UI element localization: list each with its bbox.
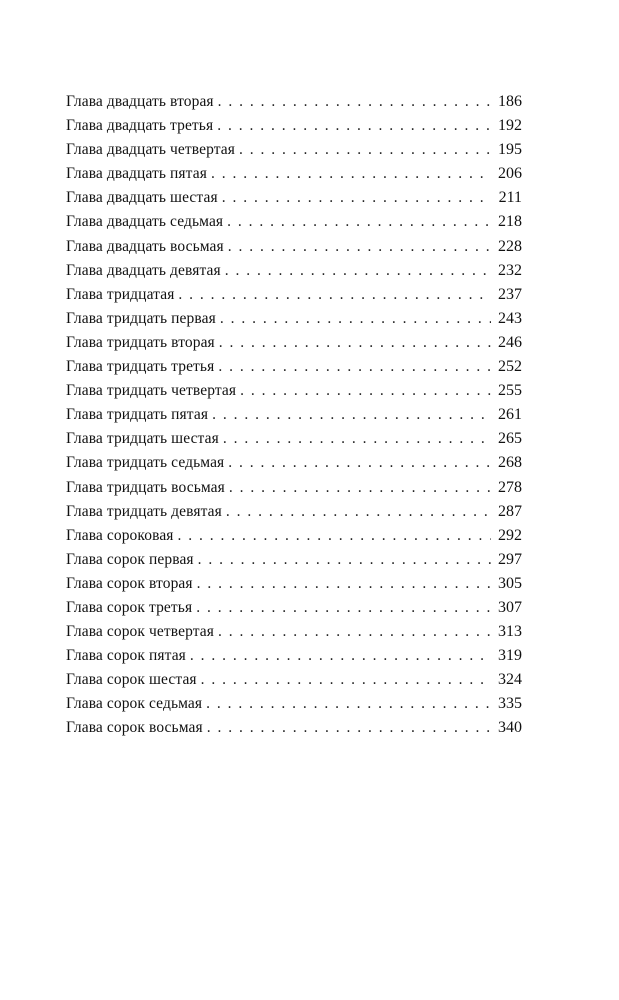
chapter-title: Глава сорок седьмая <box>66 695 203 713</box>
chapter-title: Глава сорок четвертая <box>66 623 214 641</box>
page-number: 305 <box>498 574 522 592</box>
dot-leader <box>197 572 491 596</box>
page-number: 186 <box>498 93 522 110</box>
toc-entry[interactable] <box>66 596 522 620</box>
page-number: 261 <box>498 406 522 424</box>
toc-entry[interactable] <box>66 427 522 451</box>
page-number: 307 <box>498 598 522 616</box>
toc-entry[interactable] <box>66 114 522 138</box>
dot-leader <box>218 620 491 644</box>
page-number: 287 <box>498 502 522 520</box>
chapter-title: Глава тридцать пятая <box>66 406 209 424</box>
page-number: 313 <box>498 623 522 641</box>
toc-entry[interactable] <box>66 548 522 572</box>
page-number: 324 <box>498 671 522 689</box>
dot-leader <box>211 162 491 186</box>
dot-leader <box>201 668 491 692</box>
dot-leader <box>196 596 491 620</box>
chapter-title: Глава тридцать третья <box>66 358 215 376</box>
toc-entry[interactable] <box>66 524 522 548</box>
toc-entry[interactable] <box>66 331 522 355</box>
dot-leader <box>225 259 491 283</box>
chapter-title: Глава тридцать седьмая <box>66 454 225 472</box>
dot-leader <box>228 235 491 259</box>
toc-entry[interactable] <box>66 186 522 210</box>
chapter-title: Глава тридцать шестая <box>66 430 219 448</box>
toc-entry[interactable] <box>66 692 522 716</box>
page-number: 228 <box>498 237 522 255</box>
page-number: 211 <box>498 189 522 207</box>
dot-leader <box>226 500 491 524</box>
dot-leader <box>207 716 491 740</box>
chapter-title: Глава двадцать четвертая <box>66 141 236 159</box>
toc-entry[interactable] <box>66 716 522 740</box>
chapter-title: Глава тридцать восьмая <box>66 478 225 496</box>
page-number: 335 <box>498 695 522 713</box>
dot-leader <box>219 331 491 355</box>
toc-entry[interactable] <box>66 500 522 524</box>
chapter-title: Глава сороковая <box>66 526 174 544</box>
chapter-title: Глава сорок вторая <box>66 574 193 592</box>
chapter-title: Глава сорок восьмая <box>66 719 203 737</box>
page-number: 265 <box>498 430 522 448</box>
toc-entry[interactable] <box>66 162 522 186</box>
dot-leader <box>190 644 491 668</box>
dot-leader <box>218 90 491 114</box>
chapter-title: Глава сорок пятая <box>66 647 186 665</box>
page-number: 297 <box>498 550 522 568</box>
toc-entry[interactable] <box>66 138 522 162</box>
toc-entry[interactable] <box>66 451 522 475</box>
chapter-title: Глава двадцать девятая <box>66 261 221 279</box>
dot-leader <box>206 692 491 716</box>
chapter-title: Глава сорок первая <box>66 550 194 568</box>
page-number: 206 <box>498 165 522 183</box>
page-number: 252 <box>498 358 522 376</box>
page-number: 246 <box>498 333 522 351</box>
table-of-contents <box>66 90 522 741</box>
dot-leader <box>178 524 491 548</box>
dot-leader <box>229 476 491 500</box>
chapter-title: Глава двадцать вторая <box>66 93 214 110</box>
dot-leader <box>223 427 491 451</box>
toc-entry[interactable] <box>66 403 522 427</box>
chapter-title: Глава сорок третья <box>66 598 193 616</box>
chapter-title: Глава двадцать пятая <box>66 165 207 183</box>
page-number: 218 <box>498 213 522 231</box>
dot-leader <box>198 548 491 572</box>
chapter-title: Глава тридцатая <box>66 285 175 303</box>
toc-entry[interactable] <box>66 210 522 234</box>
dot-leader <box>228 451 491 475</box>
chapter-title: Глава сорок шестая <box>66 671 197 689</box>
toc-entry[interactable] <box>66 476 522 500</box>
chapter-title: Глава двадцать третья <box>66 117 214 135</box>
toc-entry[interactable] <box>66 90 522 114</box>
page-number: 255 <box>498 382 522 400</box>
chapter-title: Глава тридцать девятая <box>66 502 222 520</box>
dot-leader <box>217 114 491 138</box>
toc-entry[interactable] <box>66 307 522 331</box>
toc-entry[interactable] <box>66 379 522 403</box>
page-number: 278 <box>498 478 522 496</box>
dot-leader <box>239 138 491 162</box>
toc-entry[interactable] <box>66 355 522 379</box>
page-number: 195 <box>498 141 522 159</box>
dot-leader <box>240 379 491 403</box>
toc-entry[interactable] <box>66 572 522 596</box>
dot-leader <box>218 355 491 379</box>
toc-entry[interactable] <box>66 259 522 283</box>
toc-entry[interactable] <box>66 283 522 307</box>
page-number: 340 <box>498 719 522 737</box>
dot-leader <box>212 403 491 427</box>
page-number: 192 <box>498 117 522 135</box>
toc-entry[interactable] <box>66 668 522 692</box>
page-number: 243 <box>498 309 522 327</box>
chapter-title: Глава двадцать седьмая <box>66 213 224 231</box>
dot-leader <box>227 210 491 234</box>
toc-entry[interactable] <box>66 235 522 259</box>
page-number: 268 <box>498 454 522 472</box>
dot-leader <box>220 307 491 331</box>
dot-leader <box>222 186 491 210</box>
chapter-title: Глава двадцать шестая <box>66 189 218 207</box>
chapter-title: Глава двадцать восьмая <box>66 237 224 255</box>
chapter-title: Глава тридцать вторая <box>66 333 215 351</box>
page-number: 232 <box>498 261 522 279</box>
dot-leader <box>178 283 491 307</box>
toc-entry[interactable] <box>66 620 522 644</box>
toc-entry[interactable] <box>66 644 522 668</box>
page-number: 319 <box>498 647 522 665</box>
page-number: 292 <box>498 526 522 544</box>
page-number: 237 <box>498 285 522 303</box>
chapter-title: Глава тридцать первая <box>66 309 216 327</box>
chapter-title: Глава тридцать четвертая <box>66 382 237 400</box>
